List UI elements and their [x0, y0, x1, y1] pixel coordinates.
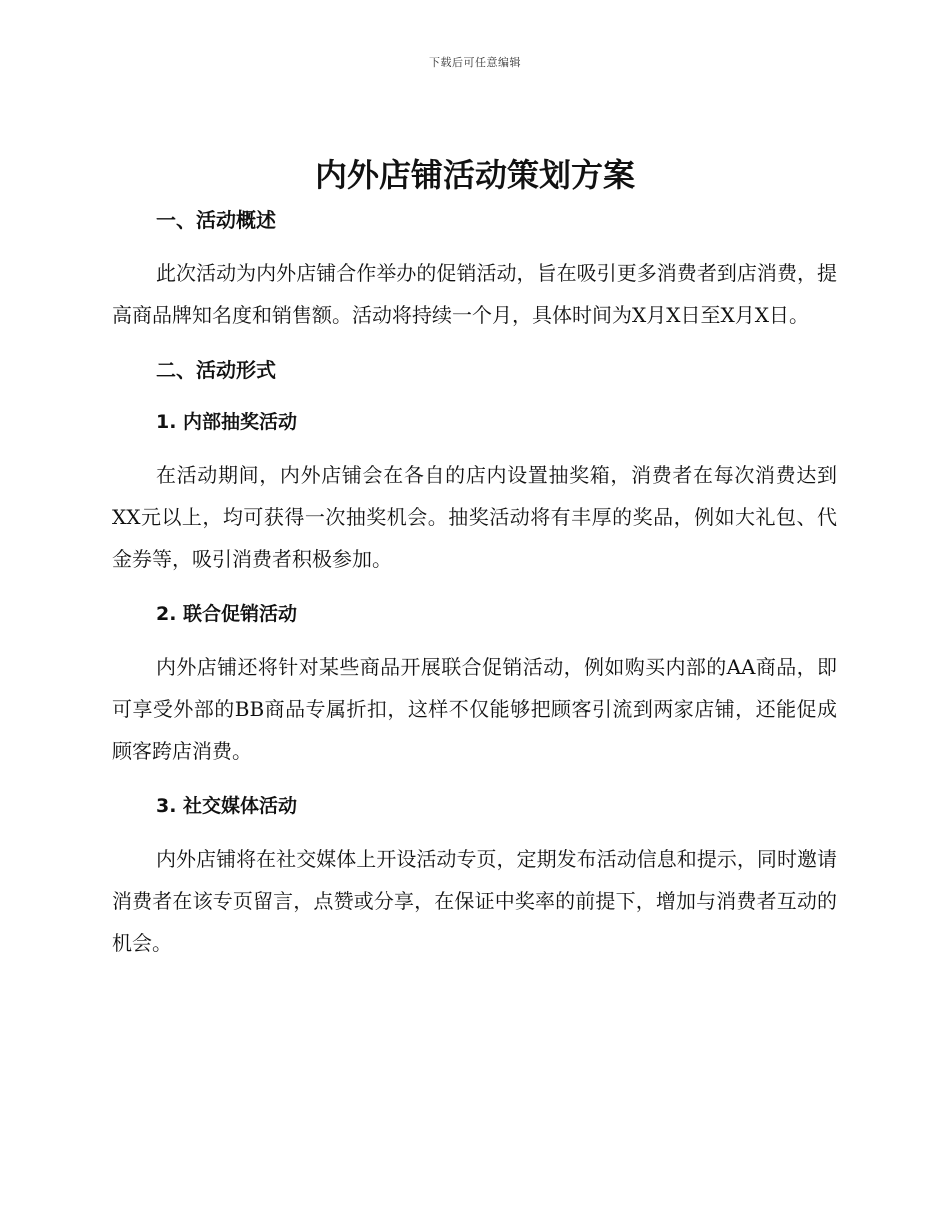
section-body-overview: 此次活动为内外店铺合作举办的促销活动，旨在吸引更多消费者到店消费，提高商品牌知名度和销售额。活动将持续一个月，具体时间为X月X日至X月X日。	[112, 261, 837, 327]
section-heading-overview: 一、活动概述	[156, 208, 276, 232]
document-title: 内外店铺活动策划方案	[314, 156, 635, 194]
document-body	[112, 200, 837, 964]
subsection-body-social-media: 内外店铺将在社交媒体上开设活动专页，定期发布活动信息和提示，同时邀请消费者在该专页留言，点赞或分享，在保证中奖率的前提下，增加与消费者互动的机会。	[112, 847, 837, 955]
page-header-note: 下载后可任意编辑	[429, 56, 521, 69]
subsection-heading-joint-promotion: 2. 联合促销活动	[156, 603, 298, 625]
subsection-body-lottery: 在活动期间，内外店铺会在各自的店内设置抽奖箱，消费者在每次消费达到XX元以上，均可获得一次抽奖机会。抽奖活动将有丰厚的奖品，例如大礼包、代金券等，吸引消费者积极参加。	[112, 463, 837, 571]
subsection-heading-lottery: 1. 内部抽奖活动	[156, 411, 298, 433]
subsection-body-joint-promotion: 内外店铺还将针对某些商品开展联合促销活动，例如购买内部的AA商品，即可享受外部的BB商品专属折扣，这样不仅能够把顾客引流到两家店铺，还能促成顾客跨店消费。	[112, 655, 837, 763]
section-heading-format: 二、活动形式	[156, 358, 276, 382]
subsection-heading-social-media: 3. 社交媒体活动	[156, 795, 298, 817]
